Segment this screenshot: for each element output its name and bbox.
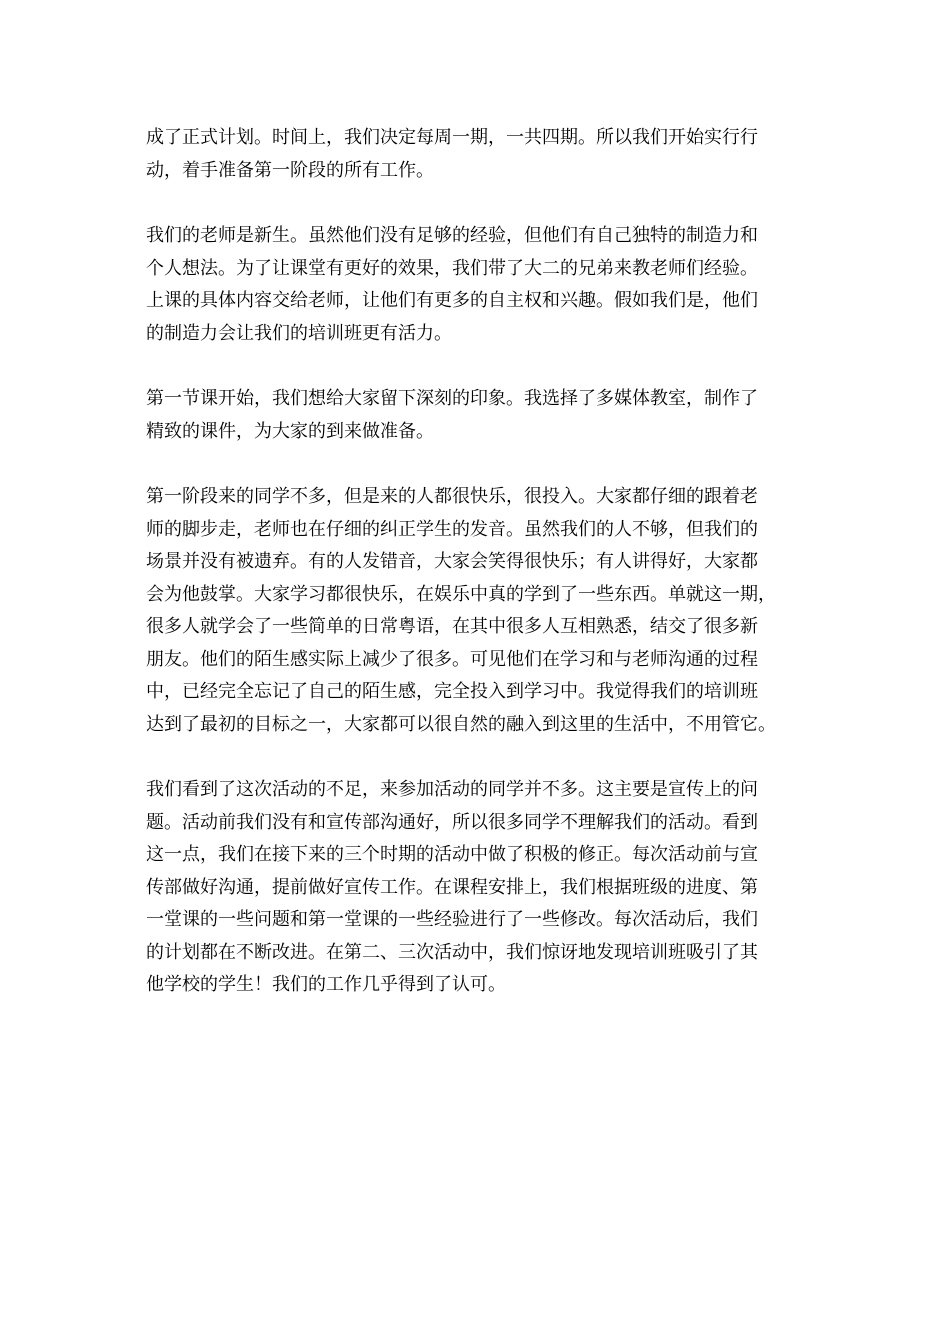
text-line: 朋友。他们的陌生感实际上减少了很多。可见他们在学习和与老师沟通的过程 [146,648,758,670]
paragraph-3 [146,383,816,448]
text-line: 的制造力会让我们的培训班更有活力。 [146,322,452,344]
text-line: 题。活动前我们没有和宣传部沟通好，所以很多同学不理解我们的活动。看到 [146,811,758,833]
text-line: 动，着手准备第一阶段的所有工作。 [146,159,434,181]
paragraph-2 [146,220,816,350]
text-line: 精致的课件，为大家的到来做准备。 [146,420,434,442]
text-line: 上课的具体内容交给老师，让他们有更多的自主权和兴趣。假如我们是，他们 [146,290,758,311]
text-line: 我们的老师是新生。虽然他们没有足够的经验，但他们有自己独特的制造力和 [146,225,758,246]
text-line: 传部做好沟通，提前做好宣传工作。在课程安排上，我们根据班级的进度、第 [146,876,758,898]
paragraph-4 [146,481,816,741]
text-line: 第一节课开始，我们想给大家留下深刻的印象。我选择了多媒体教室，制作了 [146,388,758,409]
text-line: 中，已经完全忘记了自己的陌生感，完全投入到学习中。我觉得我们的培训班 [146,681,758,702]
text-line: 他学校的学生！我们的工作几乎得到了认可。 [146,974,506,995]
document-body [146,122,816,1035]
text-line: 师的脚步走，老师也在仔细的纠正学生的发音。虽然我们的人不够，但我们的 [146,518,758,540]
text-line: 个人想法。为了让课堂有更好的效果，我们带了大二的兄弟来教老师们经验。 [146,257,758,279]
paragraph-1 [146,122,816,187]
text-line: 达到了最初的目标之一，大家都可以很自然的融入到这里的生活中，不用管它。 [146,713,776,735]
text-line: 很多人就学会了一些简单的日常粤语，在其中很多人互相熟悉，结交了很多新 [146,616,758,637]
text-line: 一堂课的一些问题和第一堂课的一些经验进行了一些修改。每次活动后，我们 [146,909,758,930]
text-line: 第一阶段来的同学不多，但是来的人都很快乐，很投入。大家都仔细的跟着老 [146,486,758,507]
text-line: 我们看到了这次活动的不足，来参加活动的同学并不多。这主要是宣传上的问 [146,779,758,800]
text-line: 会为他鼓掌。大家学习都很快乐，在娱乐中真的学到了一些东西。单就这一期， [146,583,776,605]
text-line: 成了正式计划。时间上，我们决定每周一期，一共四期。所以我们开始实行行 [146,127,758,148]
text-line: 的计划都在不断改进。在第二、三次活动中，我们惊讶地发现培训班吸引了其 [146,941,758,963]
paragraph-5 [146,774,816,1002]
text-line: 场景并没有被遗弃。有的人发错音，大家会笑得很快乐；有人讲得好，大家都 [146,551,758,572]
text-line: 这一点，我们在接下来的三个时期的活动中做了积极的修正。每次活动前与宣 [146,844,758,865]
